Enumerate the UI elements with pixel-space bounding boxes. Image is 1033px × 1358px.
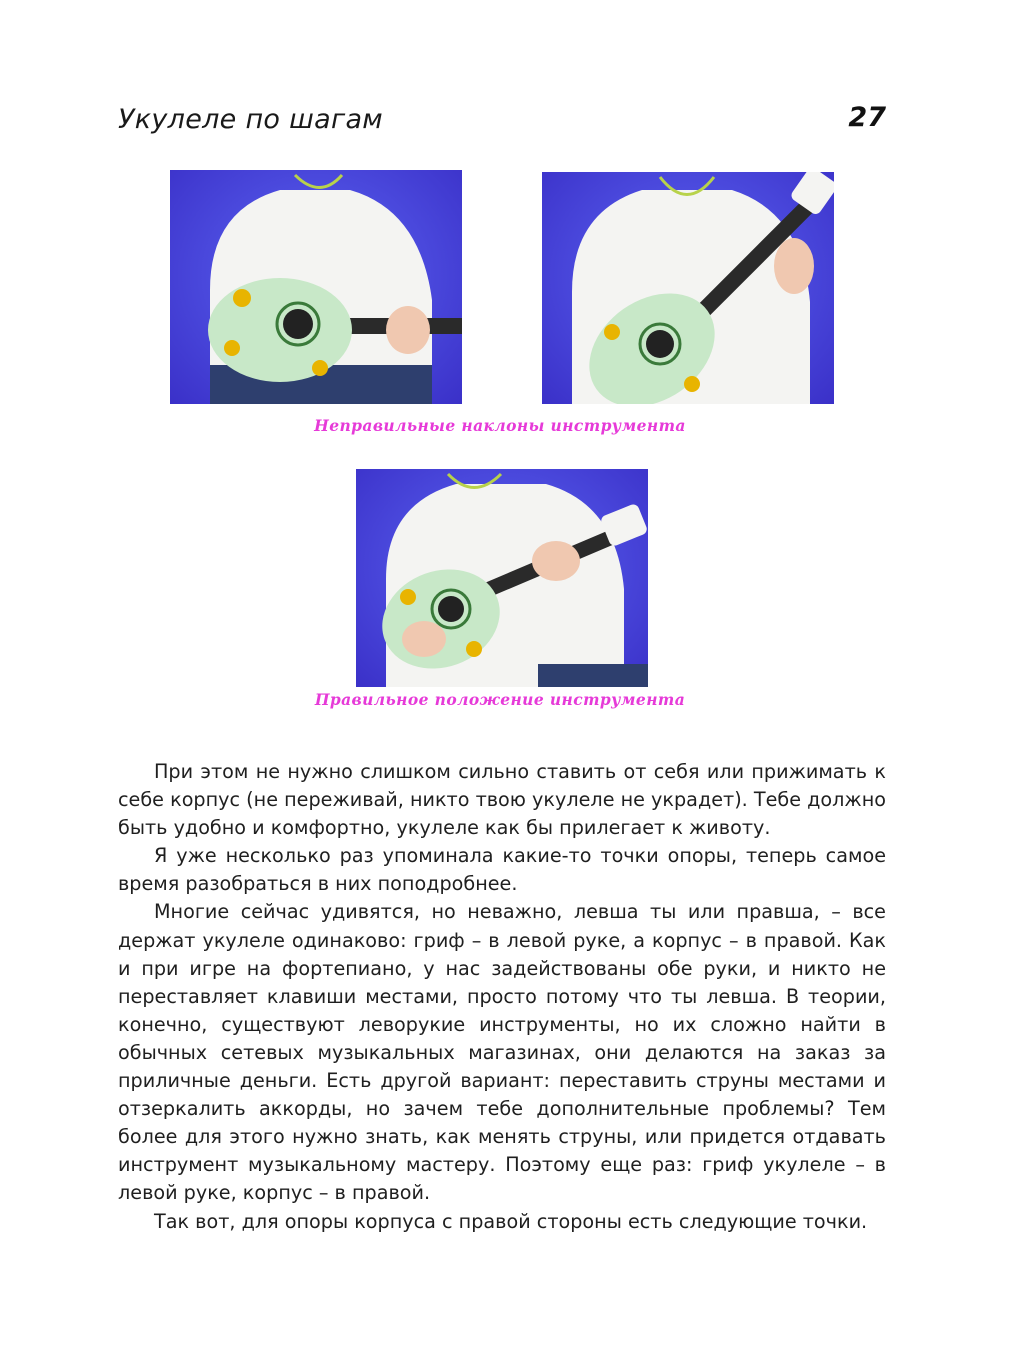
paragraph: Многие сейчас удивятся, но неважно, левша ты или правша, – все держат укулеле одинаково: гриф – в левой руке, а корпус – в правой. Как и при игре на фортепиано, у нас задействованы обе руки, и никто не переставляет клавиши местами, просто потому что ты левша. В теории, конечно, существуют леворукие инструменты, но их сложно найти в обычных сетевых музыкальных магазинах, они делаются на заказ за приличные деньги. Есть другой вариант: переставить струны местами и отзеркалить аккорды, но зачем тебе дополнительные проблемы? Тем более для этого нужно знать, как менять струны, или придется отдавать инструмент музыкальному мастеру. Поэтому еще раз: гриф укулеле – в левой руке, корпус – в правой. [118,900,886,1205]
photo-wrong-tilt-2 [542,172,834,404]
caption-wrong-tilt: Неправильные наклоны инструмента [314,416,686,435]
page-number: 27 [848,102,886,133]
photo-correct-position [356,469,648,687]
paragraph: При этом не нужно слишком сильно ставить от себя или прижимать к себе корпус (не переживай, никто твою укулеле не украдет). Тебе должно быть удобно и комфортно, укулеле как бы прилегает к животу. [118,760,886,840]
photo-wrong-tilt-1 [170,170,462,404]
paragraph: Я уже несколько раз упоминала какие-то точки опоры, теперь самое время разобраться в них поподробнее. [118,844,886,896]
caption-correct-position: Правильное положение инструмента [314,690,686,709]
paragraph: Так вот, для опоры корпуса с правой стороны есть следующие точки. [154,1209,868,1233]
running-title: Укулеле по шагам [118,104,383,135]
body-text [118,758,886,1236]
